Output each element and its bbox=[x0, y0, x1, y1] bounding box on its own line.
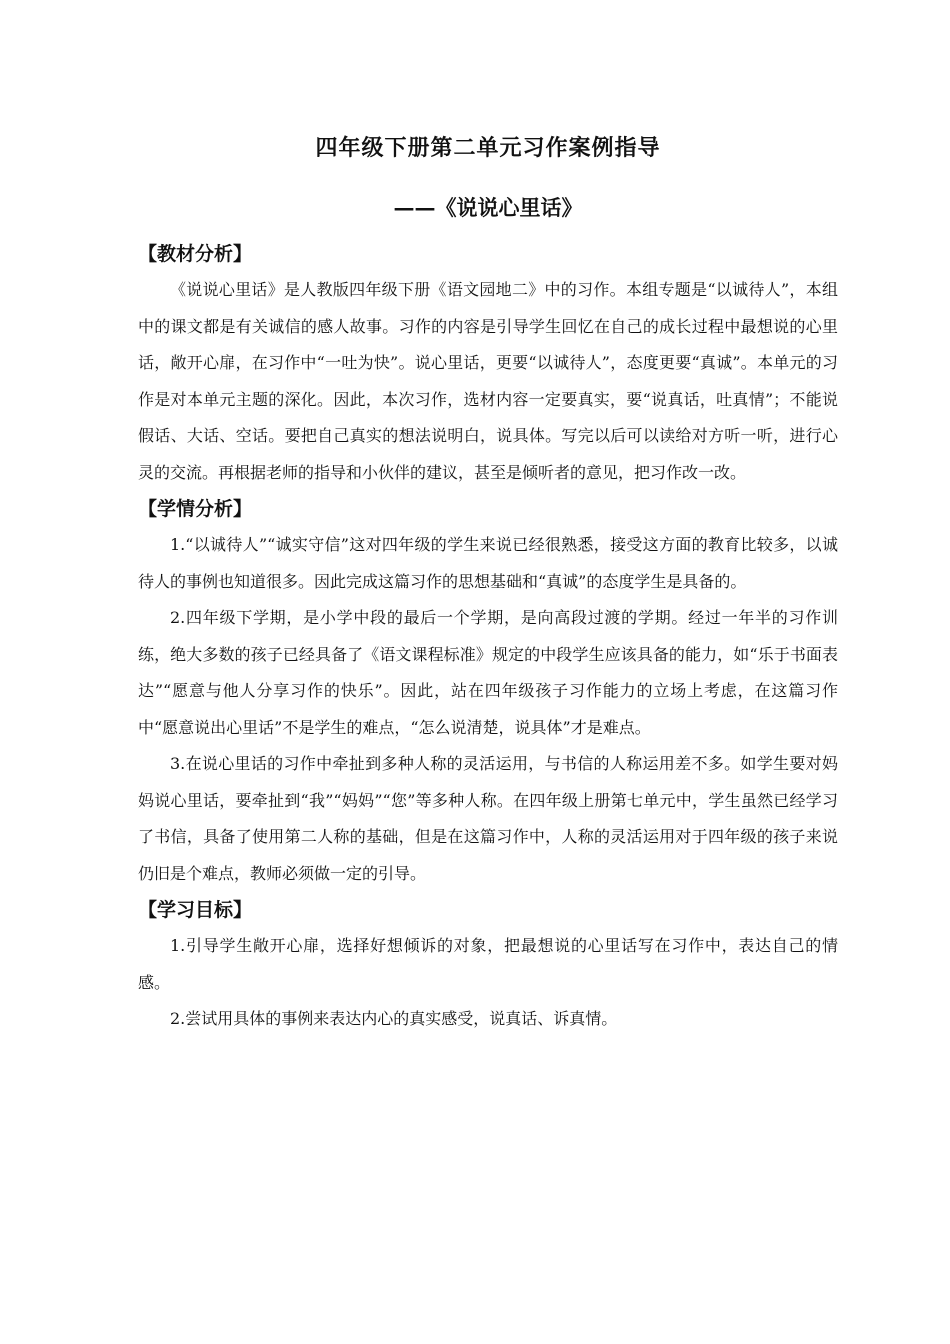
section-student-analysis bbox=[138, 491, 838, 892]
document-title: 四年级下册第二单元习作案例指导 bbox=[315, 135, 661, 161]
paragraph: 3.在说心里话的习作中牵扯到多种人称的灵活运用，与书信的人称运用差不多。如学生要对妈妈说心里话，要牵扯到“我”“妈妈”“您”等多种人称。在四年级上册第七单元中，学生虽然已经学习了书信，具备了使用第二人称的基础，但是在这篇习作中，人称的灵活运用对于四年级的孩子来说仍旧是个难点，教师必须做一定的引导。 bbox=[138, 754, 838, 883]
section-textbook-analysis bbox=[138, 236, 838, 491]
paragraph: 2.四年级下学期，是小学中段的最后一个学期，是向高段过渡的学期。经过一年半的习作训练，绝大多数的孩子已经具备了《语文课程标准》规定的中段学生应该具备的能力，如“乐于书面表达”“愿意与他人分享习作的快乐”。因此，站在四年级孩子习作能力的立场上考虑，在这篇习作中“愿意说出心里话”不是学生的难点，“怎么说清楚，说具体”才是难点。 bbox=[138, 608, 838, 737]
paragraph: 《说说心里话》是人教版四年级下册《语文园地二》中的习作。本组专题是“以诚待人”，本组中的课文都是有关诚信的感人故事。习作的内容是引导学生回忆在自己的成长过程中最想说的心里话，敞开心扉，在习作中“一吐为快”。说心里话，更要“以诚待人”，态度更要“真诚”。本单元的习作是对本单元主题的深化。因此，本次习作，选材内容一定要真实，要“说真话，吐真情”；不能说假话、大话、空话。要把自己真实的想法说明白，说具体。写完以后可以读给对方听一听，进行心灵的交流。再根据老师的指导和小伙伴的建议，甚至是倾听者的意见，把习作改一改。 bbox=[138, 280, 838, 482]
paragraph: 2.尝试用具体的事例来表达内心的真实感受，说真话、诉真情。 bbox=[170, 1009, 618, 1028]
section-learning-goals bbox=[138, 892, 838, 1038]
document-subtitle: ——《说说心里话》 bbox=[393, 195, 583, 220]
paragraph: 1.引导学生敞开心扉，选择好想倾诉的对象，把最想说的心里话写在习作中，表达自己的情感。 bbox=[138, 936, 838, 992]
document-page bbox=[138, 128, 838, 1038]
section-heading: 【教材分析】 bbox=[138, 243, 253, 265]
paragraph: 1.“以诚待人”“诚实守信”这对四年级的学生来说已经很熟悉，接受这方面的教育比较多，以诚待人的事例也知道很多。因此完成这篇习作的思想基础和“真诚”的态度学生是具备的。 bbox=[138, 535, 838, 591]
section-heading: 【学习目标】 bbox=[138, 899, 253, 921]
section-heading: 【学情分析】 bbox=[138, 498, 253, 520]
